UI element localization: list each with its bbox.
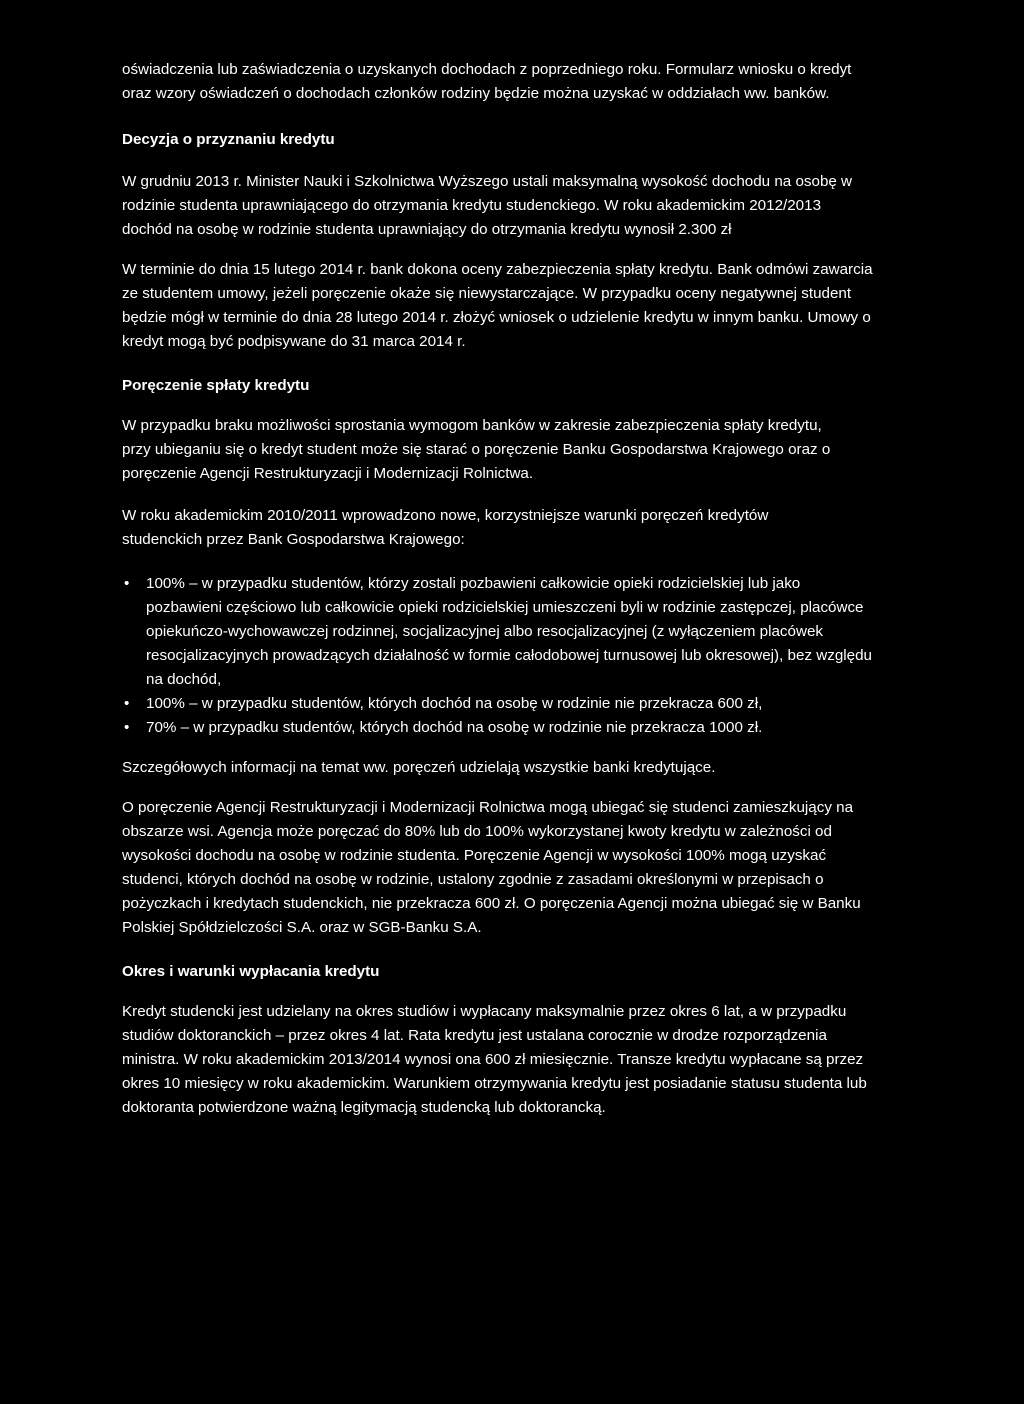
list-item bbox=[122, 692, 872, 716]
list-item-text: 100% – w przypadku studentów, których dochód na osobę w rodzinie nie przekracza 600 zł, bbox=[146, 695, 763, 712]
document-page bbox=[122, 58, 882, 1120]
bullet-icon: • bbox=[124, 575, 130, 592]
poreczenie-paragraph-2: W roku akademickim 2010/2011 wprowadzono nowe, korzystniejsze warunki poręczeń kredytów studenckich przez Bank Gospodarstwa Krajowego: bbox=[122, 507, 769, 548]
bullet-icon: • bbox=[124, 719, 130, 736]
section-heading-poreczenie: Poręczenie spłaty kredytu bbox=[122, 377, 310, 394]
section-heading-okres: Okres i warunki wypłacania kredytu bbox=[122, 963, 380, 980]
intro-paragraph: oświadczenia lub zaświadczenia o uzyskanych dochodach z poprzedniego roku. Formularz wniosku o kredyt oraz wzory oświadczeń o dochodach członków rodziny będzie można uzyskać w oddziałach ww. banków. bbox=[122, 61, 852, 102]
okres-paragraph-1: Kredyt studencki jest udzielany na okres studiów i wypłacany maksymalnie przez okres 6 lat, a w przypadku studiów doktoranckich – przez okres 4 lat. Rata kredytu jest ustalana corocznie w drodze rozporządzenia ministra. W roku akademickim 2013/2014 wynosi ona 600 zł miesięcznie. Transze kredytu wypłacane są przez okres 10 miesięcy w roku akademickim. Warunkiem otrzymywania kredytu jest posiadanie statusu studenta lub doktoranta potwierdzone ważną legitymacją studencką lub doktorancką. bbox=[122, 1003, 867, 1116]
list-item bbox=[122, 572, 872, 692]
poreczenie-paragraph-4: O poręczenie Agencji Restrukturyzacji i Modernizacji Rolnictwa mogą ubiegać się studenci zamieszkujący na obszarze wsi. Agencja może poręczać do 80% lub do 100% wykorzystanej kwoty kredytu w zależności od wysokości dochodu na osobę w rodzinie studenta. Poręczenie Agencji w wysokości 100% mogą uzyskać studenci, których dochód na osobę w rodzinie, ustalony zgodnie z zasadami określonymi w przepisach o pożyczkach i kredytach studenckich, nie przekracza 600 zł. O poręczenia Agencji można ubiegać się w Banku Polskiej Spółdzielczości S.A. oraz w SGB-Banku S.A. bbox=[122, 799, 861, 936]
decyzja-paragraph-1: W grudniu 2013 r. Minister Nauki i Szkolnictwa Wyższego ustali maksymalną wysokość dochodu na osobę w rodzinie studenta uprawniającego do otrzymania kredytu studenckiego. W roku akademickim 2012/2013 dochód na osobę w rodzinie studenta uprawniający do otrzymania kredytu wynosił 2.300 zł bbox=[122, 173, 853, 238]
section-heading-decyzja: Decyzja o przyznaniu kredytu bbox=[122, 131, 335, 148]
list-item-text: 70% – w przypadku studentów, których dochód na osobę w rodzinie nie przekracza 1000 zł. bbox=[146, 719, 763, 736]
decyzja-paragraph-2: W terminie do dnia 15 lutego 2014 r. bank dokona oceny zabezpieczenia spłaty kredytu. Bank odmówi zawarcia ze studentem umowy, jeżeli poręczenie okaże się niewystarczające. W przypadku oceny negatywnej student będzie mógł w terminie do dnia 28 lutego 2014 r. złożyć wniosek o udzielenie kredytu w innym banku. Umowy o kredyt mogą być podpisywane do 31 marca 2014 r. bbox=[122, 261, 873, 350]
poreczenie-paragraph-3: Szczegółowych informacji na temat ww. poręczeń udzielają wszystkie banki kredytujące. bbox=[122, 759, 716, 776]
poreczenie-paragraph-1: W przypadku braku możliwości sprostania wymogom banków w zakresie zabezpieczenia spłaty kredytu, przy ubieganiu się o kredyt student może się starać o poręczenie Banku Gospodarstwa Krajowego oraz o poręczenie Agencji Restrukturyzacji i Modernizacji Rolnictwa. bbox=[122, 417, 831, 482]
list-item-text: 100% – w przypadku studentów, którzy zostali pozbawieni całkowicie opieki rodzicielskiej lub jako pozbawieni częściowo lub całkowicie opieki rodzicielskiej umieszczeni byli w rodzinie zastępczej, placówce opiekuńczo-wychowawczej rodzinnej, socjalizacyjnej albo resocjalizacyjnej (z wyłączeniem placówek resocjalizacyjnych prowadzących działalność w formie całodobowej turnusowej lub okresowej), bez względu na dochód, bbox=[146, 575, 872, 688]
list-item bbox=[122, 716, 872, 740]
poreczenie-bullet-list bbox=[122, 572, 872, 740]
bullet-icon: • bbox=[124, 695, 130, 712]
